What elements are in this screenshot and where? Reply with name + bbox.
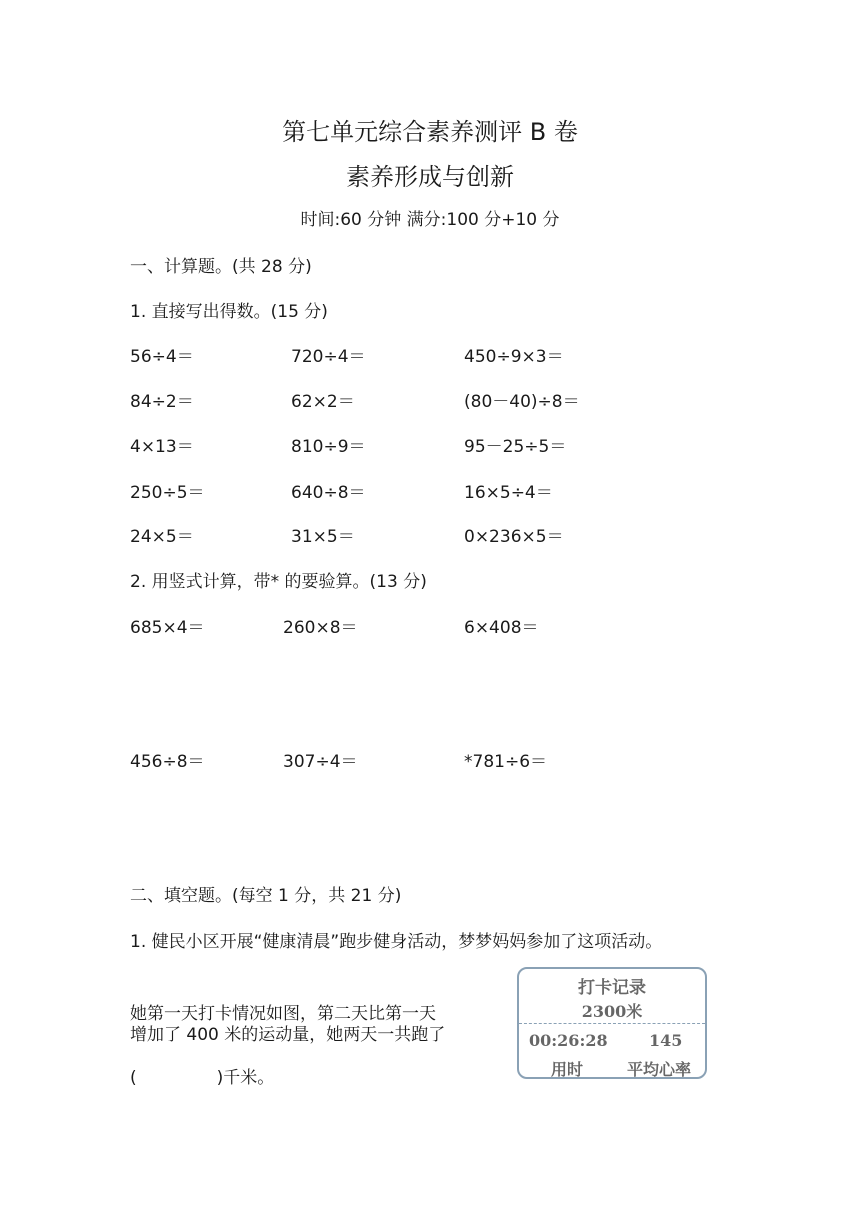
section2-q1-line3: 增加了 400 米的运动量，她两天一共跑了 [130,1025,446,1045]
problem: 4×13＝ [130,437,194,457]
card-distance: 2300米 [581,1002,643,1021]
section2-q1-line1: 1. 健民小区开展“健康清晨”跑步健身活动，梦梦妈妈参加了这项活动。 [130,932,663,952]
card-time-label: 用时 [551,1060,584,1079]
problem: 456÷8＝ [130,752,205,772]
checkin-record-card [517,967,707,1079]
problem: 62×2＝ [291,392,355,412]
problem: 56÷4＝ [130,347,194,367]
q2-label: 2. 用竖式计算，带* 的要验算。(13 分) [130,572,427,592]
card-divider [519,1023,705,1024]
section2-q1-line2: 她第一天打卡情况如图，第二天比第一天 [130,1004,436,1024]
problem: 95－25÷5＝ [464,437,567,457]
exam-meta: 时间:60 分钟 满分:100 分+10 分 [300,210,560,230]
q1-label: 1. 直接写出得数。(15 分) [130,302,328,322]
problem: 685×4＝ [130,618,205,638]
section1-heading: 一、计算题。(共 28 分) [130,257,312,277]
problem: 450÷9×3＝ [464,347,564,367]
problem: 84÷2＝ [130,392,194,412]
problem: 640÷8＝ [291,483,366,503]
problem: (80－40)÷8＝ [464,392,580,412]
card-title: 打卡记录 [578,978,646,998]
problem: 6×408＝ [464,618,539,638]
blank-close-text: )千米。 [216,1068,275,1088]
problem: 16×5÷4＝ [464,483,553,503]
answer-blank-line [130,1063,274,1088]
problem: 260×8＝ [283,618,358,638]
problem: 307÷4＝ [283,752,358,772]
problem: 250÷5＝ [130,483,205,503]
page-title: 第七单元综合素养测评 B 卷 [282,118,578,146]
blank-open-paren: ( [130,1068,137,1088]
card-heart-rate: 145 [649,1031,683,1050]
card-heart-label: 平均心率 [627,1060,692,1079]
problem: 810÷9＝ [291,437,366,457]
problem: 720÷4＝ [291,347,366,367]
problem: *781÷6＝ [464,752,548,772]
section2-heading: 二、填空题。(每空 1 分，共 21 分) [130,886,402,906]
problem: 0×236×5＝ [464,527,564,547]
problem: 31×5＝ [291,527,355,547]
card-time: 00:26:28 [529,1031,608,1050]
page-subtitle: 素养形成与创新 [346,163,514,191]
problem: 24×5＝ [130,527,194,547]
